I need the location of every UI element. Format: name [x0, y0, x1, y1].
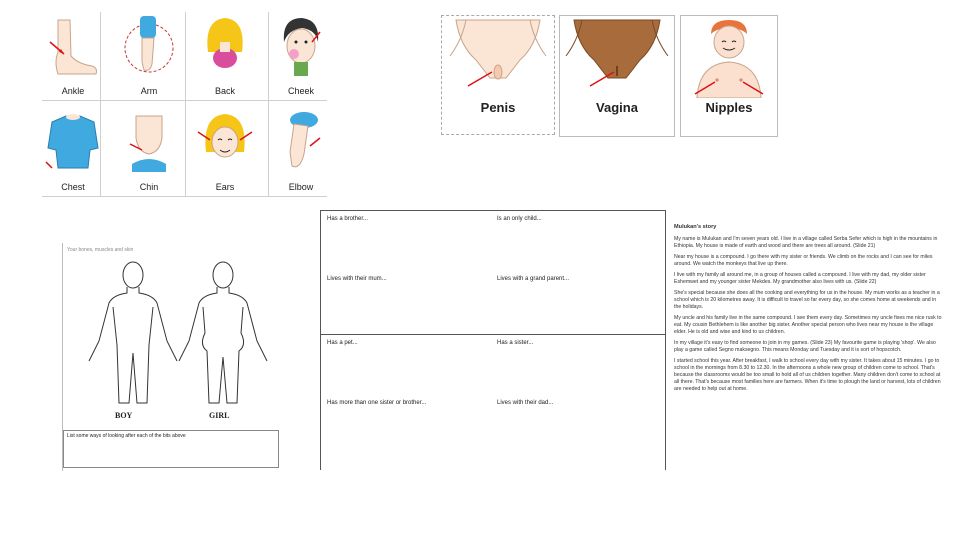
back-illustration-icon [196, 12, 254, 84]
table-cell: Lives with their mum... [327, 276, 387, 282]
card-label: Elbow [288, 182, 314, 192]
worksheet-heading: Your bones, muscles and skin [67, 247, 134, 253]
card-label: Chest [61, 182, 85, 192]
story-paragraph: I started school this year. After breakfast, I walk to school every day with my sister. It takes about 15 minutes. I go to school in the mornings from 8.30 to 12.30. In the afternoons a whole new group of children come to school. That's because the classrooms would be too small to hold all of us children together. Many children don't come to school at all there. That's because most families here are farmers. When it's time to plough the land or harvest, lots of children are needed to help out at home. [674, 358, 941, 392]
vocab-card-chin [120, 108, 178, 200]
elbow-illustration-icon [272, 108, 330, 180]
table-cell: Lives with a grand parent... [497, 276, 570, 282]
chin-illustration-icon [120, 108, 178, 180]
story-paragraph: In my village it's easy to find someone to join in my games. (Slide 23) My favourite game is playing 'shop'. We also play a game called Segno maksegno. This means Monday and Tuesday and it is sort of hopscotch. [674, 340, 936, 353]
card-label: Penis [480, 100, 516, 115]
answer-box-prompt: List some ways of looking after each of the bits above [67, 433, 186, 439]
table-divider [321, 334, 665, 335]
story-document [674, 224, 944, 397]
worksheet-answer-box[interactable] [63, 430, 279, 468]
vocab-card-ankle [44, 12, 102, 104]
card-label: Back [214, 86, 235, 96]
vocab-card-penis [441, 15, 555, 135]
card-label: Nipples [705, 100, 753, 115]
penis-illustration-icon [442, 16, 554, 98]
vocab-card-back [196, 12, 254, 104]
card-label: Ears [215, 182, 235, 192]
story-paragraph: My name is Mulukan and I'm seven years old. I live in a village called Serba Sefer which is high in the mountains in Ethiopia. My house is made of earth and wood and there are trees all around. (Slide 21) [674, 236, 938, 249]
story-paragraph: She's special because she does all the cooking and everything for us in the house. My mum works as a teacher in a school which is 20 kilometres away. It is difficult to travel so far every day, so she comes home at weekends and in the holidays. [674, 290, 940, 310]
table-cell: Has a sister... [497, 340, 534, 346]
card-label: Vagina [596, 100, 638, 115]
vocab-card-chest [44, 108, 102, 200]
vocab-card-nipples [680, 15, 778, 137]
story-paragraph: I live with my family all around me, in a group of houses called a compound. I live with my dad, my older sister Eshemwet and my younger sister Mekdes. My grandmother also lives with us. (Slide 22) [674, 272, 926, 285]
ears-illustration-icon [196, 108, 254, 180]
table-cell: Is an only child... [497, 216, 542, 222]
chest-illustration-icon [44, 108, 102, 180]
body-map-worksheet [62, 243, 281, 471]
card-divider [185, 12, 186, 196]
story-paragraph: My uncle and his family live in the same compound. I see them every day. Sometimes my uncle fixes me nice rusk to eat. My cousin Bethlehem is like another big sister. Another special person who lives near my house is the village elder. He is old and wise and kind to us children. [674, 315, 942, 335]
table-cell: Has a pet... [327, 340, 358, 346]
table-cell: Lives with their dad... [497, 400, 554, 406]
nipples-illustration-icon [681, 16, 777, 98]
card-label: Chin [139, 182, 159, 192]
caption-girl: GIRL [209, 411, 230, 420]
card-label: Ankle [61, 86, 85, 96]
table-border [321, 210, 665, 211]
arm-illustration-icon [120, 12, 178, 84]
vocab-card-vagina [559, 15, 675, 137]
family-bingo-table [320, 210, 666, 470]
vocab-card-cheek [272, 12, 330, 104]
story-title: Mulukan's story [674, 224, 717, 230]
card-label: Cheek [287, 86, 314, 96]
card-divider [268, 12, 269, 196]
vocab-card-elbow [272, 108, 330, 200]
body-outline-icon [83, 253, 283, 413]
table-cell: Has more than one sister or brother... [327, 400, 427, 406]
vocab-card-ears [196, 108, 254, 200]
table-cell: Has a brother... [327, 216, 369, 222]
caption-boy: BOY [115, 411, 133, 420]
vocab-card-arm [120, 12, 178, 104]
cheek-illustration-icon [272, 12, 330, 84]
ankle-illustration-icon [44, 12, 102, 84]
card-label: Arm [140, 86, 158, 96]
story-paragraph: Near my house is a compound. I go there with my sister or friends. We climb on the rocks and I can see for miles around. We watch the monkeys that live up there. [674, 254, 933, 267]
vagina-illustration-icon [560, 16, 674, 98]
